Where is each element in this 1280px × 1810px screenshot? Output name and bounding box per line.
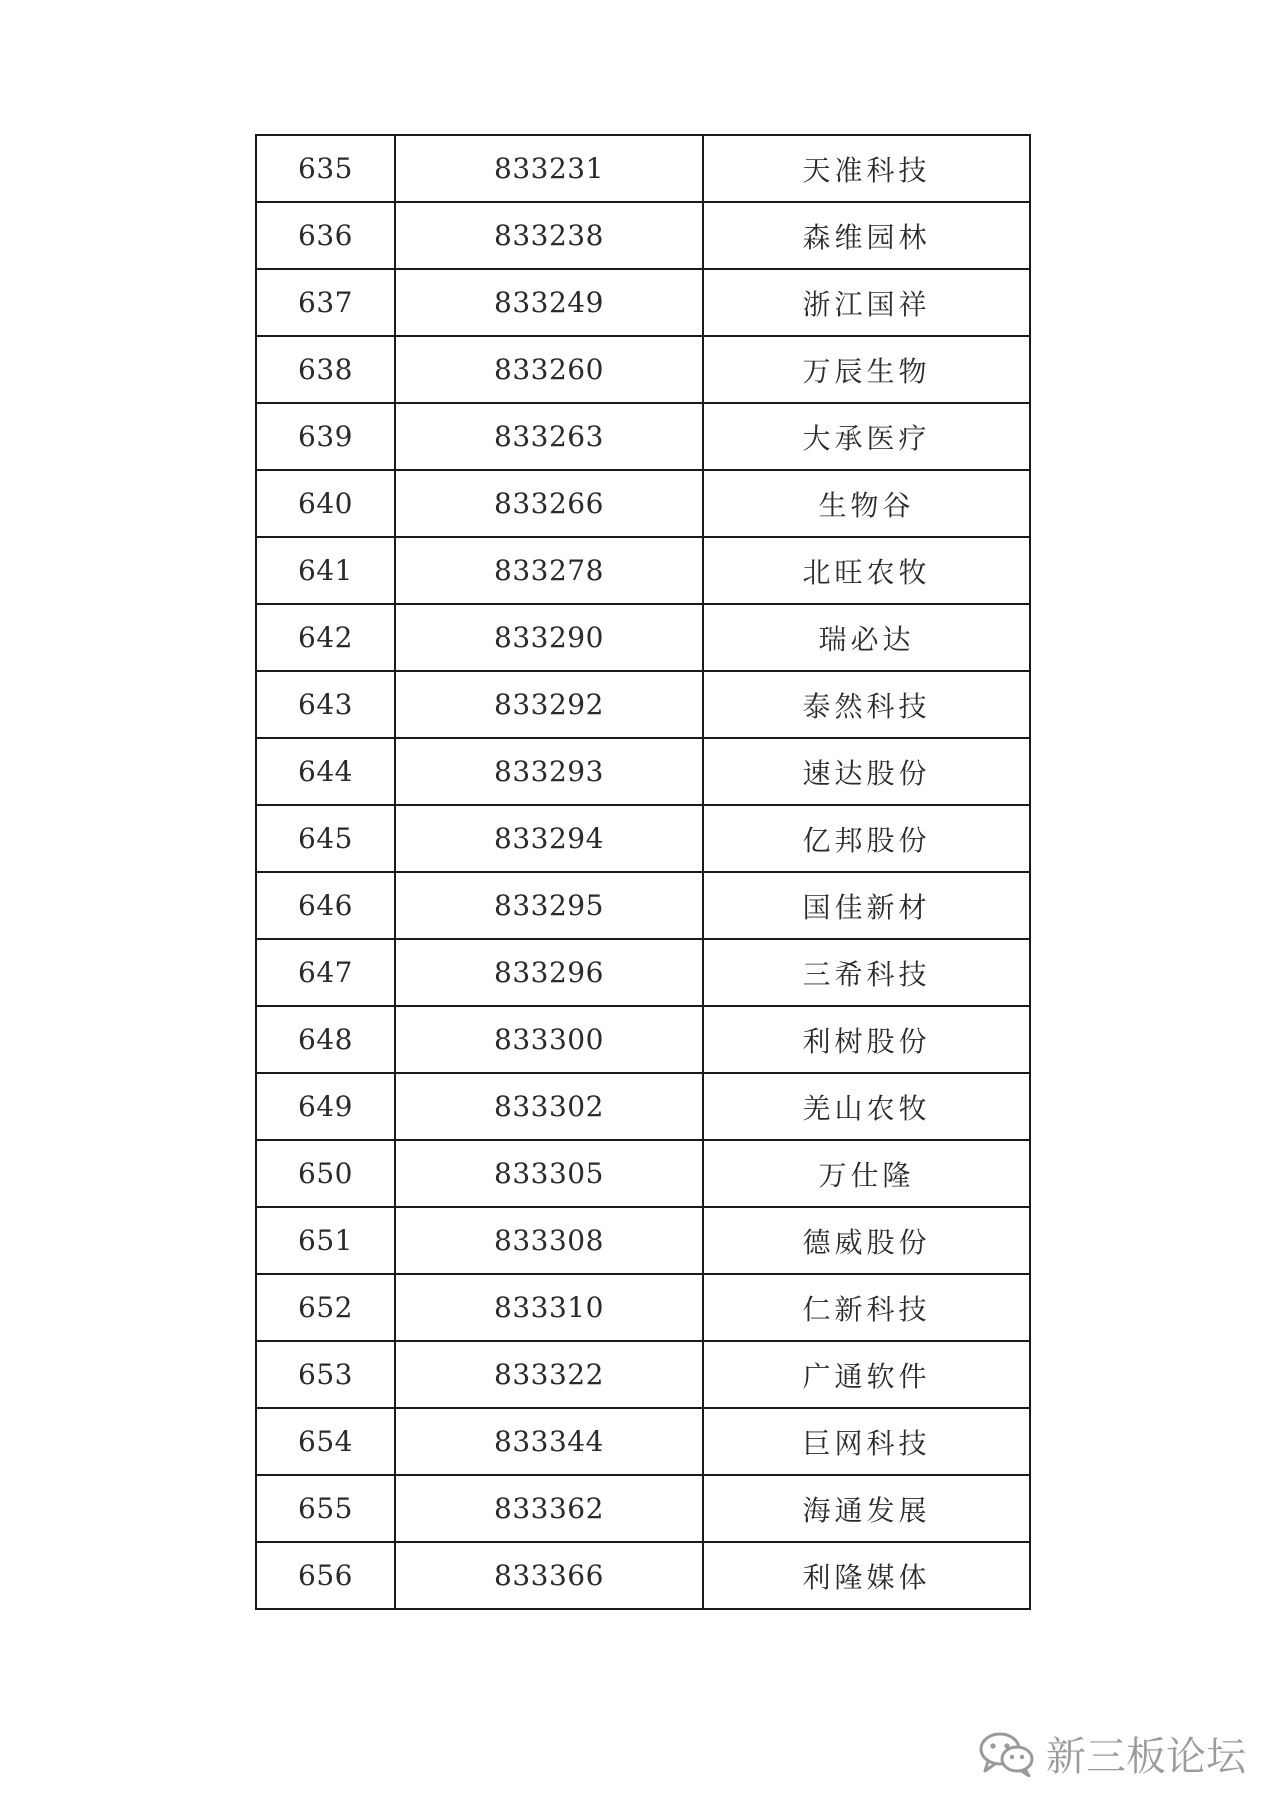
row-number-cell: 654 (256, 1408, 395, 1475)
stock-code-cell: 833292 (395, 671, 703, 738)
row-number-cell: 649 (256, 1073, 395, 1140)
company-name-cell: 天准科技 (703, 135, 1030, 202)
company-name-cell: 瑞必达 (703, 604, 1030, 671)
stock-code-cell: 833322 (395, 1341, 703, 1408)
wechat-icon (978, 1731, 1036, 1777)
company-name-cell: 森维园林 (703, 202, 1030, 269)
table-row (256, 738, 1030, 805)
company-name-cell: 三希科技 (703, 939, 1030, 1006)
stock-code-cell: 833278 (395, 537, 703, 604)
table-row (256, 135, 1030, 202)
stock-code-cell: 833295 (395, 872, 703, 939)
table-row (256, 269, 1030, 336)
table-row (256, 939, 1030, 1006)
table-row (256, 470, 1030, 537)
company-name-cell: 大承医疗 (703, 403, 1030, 470)
company-name-cell: 浙江国祥 (703, 269, 1030, 336)
company-name-cell: 国佳新材 (703, 872, 1030, 939)
company-name-cell: 利树股份 (703, 1006, 1030, 1073)
company-name-cell: 巨网科技 (703, 1408, 1030, 1475)
table-row (256, 1341, 1030, 1408)
table-row (256, 671, 1030, 738)
company-name-cell: 德威股份 (703, 1207, 1030, 1274)
row-number-cell: 656 (256, 1542, 395, 1609)
row-number-cell: 655 (256, 1475, 395, 1542)
table-row (256, 1073, 1030, 1140)
row-number-cell: 645 (256, 805, 395, 872)
row-number-cell: 636 (256, 202, 395, 269)
table-row (256, 403, 1030, 470)
row-number-cell: 637 (256, 269, 395, 336)
row-number-cell: 653 (256, 1341, 395, 1408)
stock-code-cell: 833293 (395, 738, 703, 805)
company-name-cell: 万辰生物 (703, 336, 1030, 403)
stock-code-cell: 833231 (395, 135, 703, 202)
row-number-cell: 644 (256, 738, 395, 805)
watermark-text: 新三板论坛 (1046, 1734, 1246, 1780)
row-number-cell: 642 (256, 604, 395, 671)
stock-code-cell: 833300 (395, 1006, 703, 1073)
row-number-cell: 641 (256, 537, 395, 604)
table-row (256, 805, 1030, 872)
row-number-cell: 650 (256, 1140, 395, 1207)
company-name-cell: 仁新科技 (703, 1274, 1030, 1341)
company-name-cell: 北旺农牧 (703, 537, 1030, 604)
row-number-cell: 651 (256, 1207, 395, 1274)
stock-code-cell: 833290 (395, 604, 703, 671)
company-name-cell: 万仕隆 (703, 1140, 1030, 1207)
company-name-cell: 广通软件 (703, 1341, 1030, 1408)
row-number-cell: 652 (256, 1274, 395, 1341)
table-row (256, 604, 1030, 671)
table-row (256, 872, 1030, 939)
table-row (256, 1542, 1030, 1609)
table-row (256, 1475, 1030, 1542)
row-number-cell: 640 (256, 470, 395, 537)
stock-code-cell: 833296 (395, 939, 703, 1006)
company-name-cell: 羌山农牧 (703, 1073, 1030, 1140)
stock-code-cell: 833366 (395, 1542, 703, 1609)
stock-code-cell: 833294 (395, 805, 703, 872)
row-number-cell: 638 (256, 336, 395, 403)
row-number-cell: 643 (256, 671, 395, 738)
table-row (256, 1207, 1030, 1274)
stock-code-cell: 833249 (395, 269, 703, 336)
stock-code-cell: 833362 (395, 1475, 703, 1542)
table-row (256, 537, 1030, 604)
table-row (256, 1140, 1030, 1207)
company-name-cell: 利隆媒体 (703, 1542, 1030, 1609)
watermark (978, 1725, 1246, 1782)
company-name-cell: 亿邦股份 (703, 805, 1030, 872)
row-number-cell: 635 (256, 135, 395, 202)
row-number-cell: 646 (256, 872, 395, 939)
stock-code-cell: 833310 (395, 1274, 703, 1341)
table-body (256, 135, 1030, 1609)
company-list-table (255, 134, 1031, 1610)
stock-code-cell: 833308 (395, 1207, 703, 1274)
table-row (256, 202, 1030, 269)
company-name-cell: 生物谷 (703, 470, 1030, 537)
stock-code-cell: 833344 (395, 1408, 703, 1475)
stock-code-cell: 833305 (395, 1140, 703, 1207)
table-row (256, 1006, 1030, 1073)
table-row (256, 1408, 1030, 1475)
row-number-cell: 648 (256, 1006, 395, 1073)
row-number-cell: 647 (256, 939, 395, 1006)
stock-code-cell: 833263 (395, 403, 703, 470)
company-name-cell: 海通发展 (703, 1475, 1030, 1542)
stock-code-cell: 833260 (395, 336, 703, 403)
stock-code-cell: 833266 (395, 470, 703, 537)
row-number-cell: 639 (256, 403, 395, 470)
company-list-table-wrap (255, 134, 1023, 1610)
company-name-cell: 速达股份 (703, 738, 1030, 805)
table-row (256, 1274, 1030, 1341)
stock-code-cell: 833302 (395, 1073, 703, 1140)
company-name-cell: 泰然科技 (703, 671, 1030, 738)
table-row (256, 336, 1030, 403)
stock-code-cell: 833238 (395, 202, 703, 269)
